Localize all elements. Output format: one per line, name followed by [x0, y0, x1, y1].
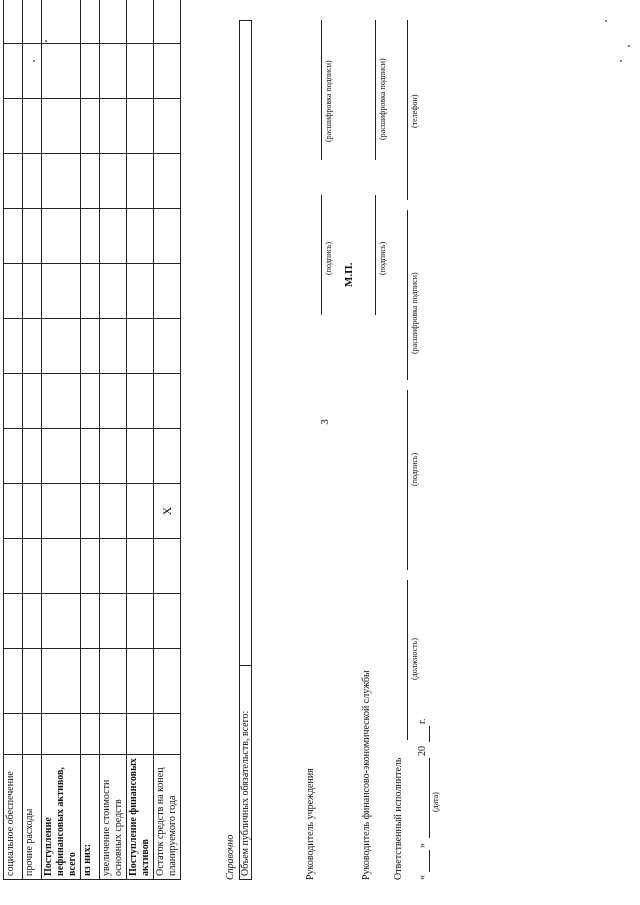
date-open-quote: «	[417, 875, 428, 880]
date-year-line	[429, 726, 430, 742]
table-cell	[42, 714, 81, 755]
scan-speck	[45, 40, 47, 42]
table-row	[154, 0, 181, 880]
executor-signature-line	[407, 390, 408, 570]
table-cell	[4, 99, 23, 154]
scan-speck	[33, 60, 35, 62]
table-cell	[23, 209, 42, 264]
table-cell	[4, 429, 23, 484]
table-cell: X	[154, 484, 181, 539]
table-cell	[42, 154, 81, 209]
table-cell	[100, 99, 127, 154]
table-cell	[127, 484, 154, 539]
table-cell	[81, 209, 100, 264]
table-cell	[81, 714, 100, 755]
table-cell	[81, 484, 100, 539]
table-cell	[23, 714, 42, 755]
reference-title: Справочно	[225, 834, 236, 880]
table-cell	[154, 429, 181, 484]
table-cell	[23, 649, 42, 714]
head-decoding-line	[321, 20, 322, 160]
table-cell	[23, 539, 42, 594]
table-cell	[42, 209, 81, 264]
scan-speck	[620, 60, 622, 62]
table-cell	[154, 209, 181, 264]
row-label: увеличение стоимости основных средств	[100, 755, 127, 880]
date-caption: (дата)	[431, 792, 440, 812]
row-label: Поступление финансовых активов	[127, 755, 154, 880]
table-cell	[127, 319, 154, 374]
table-cell	[154, 374, 181, 429]
table-cell	[127, 714, 154, 755]
table-cell	[81, 154, 100, 209]
finance-decoding-line	[375, 20, 376, 160]
table-cell	[42, 264, 81, 319]
row-label: из них:	[81, 755, 100, 880]
executor-label: Ответственный исполнитель	[393, 757, 404, 880]
table-cell	[23, 374, 42, 429]
table-row	[100, 0, 127, 880]
table-cell	[154, 714, 181, 755]
table-cell	[127, 99, 154, 154]
table-cell	[4, 539, 23, 594]
finance-signature-caption: (подпись)	[378, 241, 387, 275]
table-cell	[23, 484, 42, 539]
table-cell	[42, 374, 81, 429]
table-cell	[154, 594, 181, 649]
plan-table	[3, 0, 181, 880]
table-cell	[100, 484, 127, 539]
head-signature-caption: (подпись)	[324, 241, 333, 275]
table-cell	[100, 714, 127, 755]
table-cell	[23, 264, 42, 319]
table-cell	[42, 649, 81, 714]
table-cell	[42, 539, 81, 594]
rotated-form	[3, 0, 440, 880]
table-cell	[4, 0, 23, 44]
table-cell	[127, 374, 154, 429]
table-cell	[81, 539, 100, 594]
executor-signature-caption: (подпись)	[410, 452, 419, 486]
row-label: Поступление нефинансовых активов, всего	[42, 755, 81, 880]
scan-speck	[628, 45, 630, 47]
table-cell	[4, 154, 23, 209]
table-cell	[100, 594, 127, 649]
table-cell	[100, 0, 127, 44]
table-cell	[23, 429, 42, 484]
table-cell	[23, 594, 42, 649]
table-cell	[127, 594, 154, 649]
executor-decoding-line	[407, 210, 408, 380]
row-label: социальное обеспечение	[4, 755, 23, 880]
executor-position-line	[407, 580, 408, 740]
table-cell	[23, 0, 42, 44]
executor-position-caption: (должность)	[410, 638, 419, 680]
finance-signature-line	[375, 195, 376, 315]
table-cell	[81, 264, 100, 319]
table-cell	[23, 154, 42, 209]
table-cell	[154, 649, 181, 714]
table-cell	[81, 319, 100, 374]
table-cell	[154, 539, 181, 594]
stamp-mp: М.П.	[343, 262, 355, 287]
table-cell	[42, 594, 81, 649]
table-cell	[42, 484, 81, 539]
table-cell	[100, 374, 127, 429]
table-cell	[127, 539, 154, 594]
table-cell	[154, 0, 181, 44]
executor-phone-caption: (телефон)	[410, 94, 419, 128]
table-row	[23, 0, 42, 880]
table-cell	[81, 429, 100, 484]
row-label: Остаток средств на конец планируемого года	[154, 755, 181, 880]
table-cell	[127, 209, 154, 264]
executor-phone-line	[407, 20, 408, 200]
table-cell	[154, 44, 181, 99]
scan-speck	[605, 20, 607, 22]
head-decoding-caption: (расшифровка подписи)	[324, 60, 333, 142]
head-label: Руководитель учреждения	[305, 768, 316, 880]
table-row	[127, 0, 154, 880]
table-cell	[42, 44, 81, 99]
table-cell	[127, 0, 154, 44]
table-cell	[4, 319, 23, 374]
table-cell	[4, 374, 23, 429]
table-cell	[42, 0, 81, 44]
row-label: прочие расходы	[23, 755, 42, 880]
table-cell	[4, 209, 23, 264]
table-cell	[42, 99, 81, 154]
finance-decoding-caption: (расшифровка подписи)	[378, 58, 387, 140]
table-cell	[154, 319, 181, 374]
finance-head-label: Руководитель финансово-экономической службы	[361, 670, 372, 880]
table-cell	[4, 484, 23, 539]
table-cell	[127, 649, 154, 714]
table-cell	[154, 264, 181, 319]
head-signature-line	[321, 195, 322, 315]
table-cell	[127, 154, 154, 209]
table-cell	[23, 44, 42, 99]
table-row	[42, 0, 81, 880]
table-cell	[23, 99, 42, 154]
table-cell	[127, 429, 154, 484]
table-cell	[81, 44, 100, 99]
table-cell	[100, 649, 127, 714]
date-year-suffix: г.	[417, 718, 428, 724]
table-cell	[81, 374, 100, 429]
table-cell	[81, 99, 100, 154]
table-cell	[4, 44, 23, 99]
table-cell	[42, 319, 81, 374]
page-number: 3	[319, 419, 331, 425]
reference-label: Объем публичных обязательств, всего:	[240, 665, 251, 879]
executor-decoding-caption: (расшифровка подписи)	[410, 272, 419, 354]
table-cell	[42, 429, 81, 484]
table-cell	[4, 264, 23, 319]
table-row	[81, 0, 100, 880]
reference-row	[239, 20, 252, 880]
table-cell	[81, 594, 100, 649]
table-cell	[100, 429, 127, 484]
table-cell	[23, 319, 42, 374]
date-month-line	[429, 758, 430, 838]
table-cell	[81, 649, 100, 714]
table-cell	[154, 99, 181, 154]
table-cell	[81, 0, 100, 44]
date-close-quote: »	[417, 843, 428, 848]
table-row	[4, 0, 23, 880]
table-cell	[100, 264, 127, 319]
table-cell	[127, 264, 154, 319]
date-day-line	[429, 850, 430, 872]
table-cell	[100, 209, 127, 264]
table-cell	[100, 154, 127, 209]
table-cell	[127, 44, 154, 99]
table-cell	[4, 594, 23, 649]
table-cell	[154, 154, 181, 209]
table-cell	[100, 539, 127, 594]
table-cell	[100, 44, 127, 99]
table-cell	[4, 649, 23, 714]
date-year-prefix: 20	[417, 746, 428, 756]
table-cell	[4, 714, 23, 755]
table-cell	[100, 319, 127, 374]
